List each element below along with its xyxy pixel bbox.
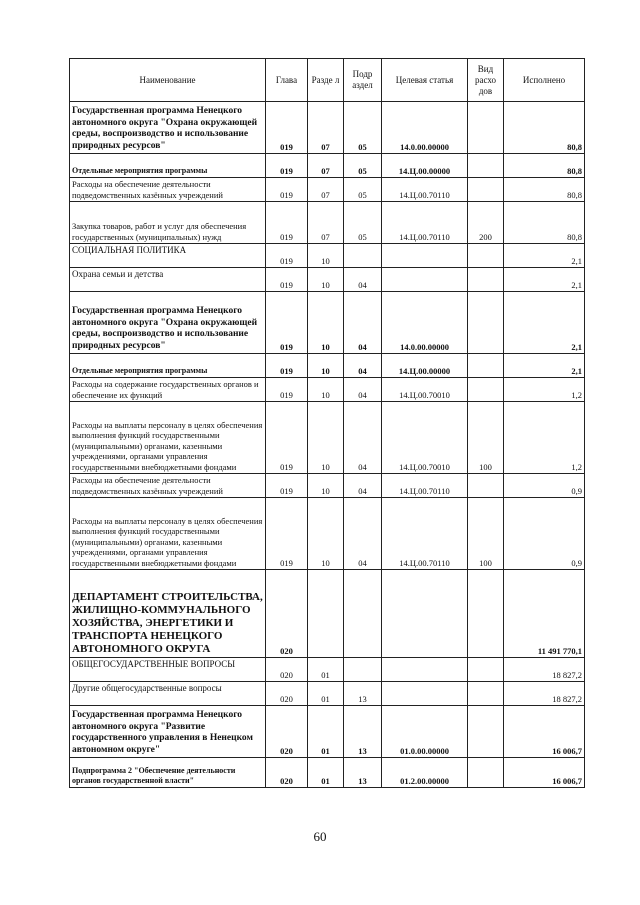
table-row — [70, 498, 585, 570]
row-vid — [468, 706, 504, 758]
row-stat — [382, 658, 468, 682]
row-vid: 100 — [468, 498, 504, 570]
row-name: Расходы на обеспечение деятельности подведомственных казённых учреждений — [70, 474, 266, 498]
table-body — [70, 102, 585, 788]
row-vid — [468, 658, 504, 682]
row-sum: 16 006,7 — [504, 758, 585, 788]
row-vid — [468, 378, 504, 402]
row-name: Расходы на обеспечение деятельности подведомственных казённых учреждений — [70, 178, 266, 202]
table-row — [70, 354, 585, 378]
row-sum: 80,8 — [504, 102, 585, 154]
row-podrazdel — [344, 570, 382, 658]
row-vid — [468, 154, 504, 178]
table-row — [70, 658, 585, 682]
header-stat: Целевая статья — [382, 59, 468, 102]
row-name: Государственная программа Ненецкого автономного округа "Развитие государственного управления в Ненецком автономном округе" — [70, 706, 266, 758]
row-name: Отдельные мероприятия программы — [70, 354, 266, 378]
row-podrazdel: 13 — [344, 758, 382, 788]
header-name: Наименование — [70, 59, 266, 102]
row-sum: 18 827,2 — [504, 658, 585, 682]
table-row — [70, 682, 585, 706]
row-sum: 2,1 — [504, 244, 585, 268]
table-row — [70, 474, 585, 498]
row-vid — [468, 682, 504, 706]
row-glava: 020 — [266, 682, 308, 706]
row-sum: 1,2 — [504, 402, 585, 474]
budget-table — [69, 58, 585, 788]
row-stat — [382, 268, 468, 292]
table-row — [70, 268, 585, 292]
row-name: Другие общегосударственные вопросы — [70, 682, 266, 706]
row-name: Государственная программа Ненецкого автономного округа "Охрана окружающей среды, воспроизводство и использование природных ресурсов" — [70, 292, 266, 354]
row-sum: 0,9 — [504, 498, 585, 570]
row-vid — [468, 292, 504, 354]
row-stat — [382, 682, 468, 706]
row-name: ДЕПАРТАМЕНТ СТРОИТЕЛЬСТВА, ЖИЛИЩНО-КОММУНАЛЬНОГО ХОЗЯЙСТВА, ЭНЕРГЕТИКИ И ТРАНСПОРТА НЕНЕЦКОГО АВТОНОМНОГО ОКРУГА — [70, 570, 266, 658]
row-podrazdel: 04 — [344, 498, 382, 570]
row-razdel: 10 — [308, 268, 344, 292]
row-name: Закупка товаров, работ и услуг для обеспечения государственных (муниципальных) нужд — [70, 202, 266, 244]
row-podrazdel: 04 — [344, 402, 382, 474]
row-razdel: 10 — [308, 402, 344, 474]
table-row — [70, 292, 585, 354]
row-podrazdel: 04 — [344, 378, 382, 402]
row-name: Отдельные мероприятия программы — [70, 154, 266, 178]
row-stat: 01.2.00.00000 — [382, 758, 468, 788]
row-name: СОЦИАЛЬНАЯ ПОЛИТИКА — [70, 244, 266, 268]
row-glava: 019 — [266, 102, 308, 154]
row-sum: 1,2 — [504, 378, 585, 402]
row-razdel — [308, 570, 344, 658]
row-glava: 019 — [266, 402, 308, 474]
header-ispolneno: Исполнено — [504, 59, 585, 102]
row-glava: 020 — [266, 570, 308, 658]
row-sum: 11 491 770,1 — [504, 570, 585, 658]
row-name: Подпрограмма 2 "Обеспечение деятельности органов государственной власти" — [70, 758, 266, 788]
row-vid — [468, 102, 504, 154]
row-name: Расходы на выплаты персоналу в целях обеспечения выполнения функций государственными (муниципальными) органами, казенными учреждениями, органами управления государственными внебюджетными фондами — [70, 402, 266, 474]
row-razdel: 10 — [308, 354, 344, 378]
row-podrazdel: 04 — [344, 354, 382, 378]
row-name: Государственная программа Ненецкого автономного округа "Охрана окружающей среды, воспроизводство и использование природных ресурсов" — [70, 102, 266, 154]
table-row — [70, 102, 585, 154]
row-stat: 14.0.00.00000 — [382, 102, 468, 154]
row-sum: 80,8 — [504, 154, 585, 178]
row-stat: 14.Ц.00.70110 — [382, 202, 468, 244]
row-razdel: 10 — [308, 292, 344, 354]
row-razdel: 07 — [308, 154, 344, 178]
row-vid — [468, 474, 504, 498]
row-podrazdel: 04 — [344, 292, 382, 354]
row-razdel: 07 — [308, 102, 344, 154]
header-podrazdel: Подр аздел — [344, 59, 382, 102]
row-razdel: 01 — [308, 658, 344, 682]
row-name: ОБЩЕГОСУДАРСТВЕННЫЕ ВОПРОСЫ — [70, 658, 266, 682]
table-header-row — [70, 59, 585, 102]
row-stat — [382, 244, 468, 268]
row-stat: 14.Ц.00.70110 — [382, 498, 468, 570]
table-row — [70, 706, 585, 758]
row-stat: 14.Ц.00.00000 — [382, 154, 468, 178]
row-name: Охрана семьи и детства — [70, 268, 266, 292]
header-razdel: Разде л — [308, 59, 344, 102]
row-podrazdel: 13 — [344, 706, 382, 758]
row-vid — [468, 570, 504, 658]
table-row — [70, 758, 585, 788]
row-podrazdel: 13 — [344, 682, 382, 706]
row-razdel: 01 — [308, 758, 344, 788]
row-vid — [468, 758, 504, 788]
row-vid: 200 — [468, 202, 504, 244]
row-podrazdel: 05 — [344, 202, 382, 244]
row-glava: 019 — [266, 202, 308, 244]
table-row — [70, 154, 585, 178]
row-vid — [468, 244, 504, 268]
row-sum: 16 006,7 — [504, 706, 585, 758]
row-glava: 020 — [266, 706, 308, 758]
row-name: Расходы на содержание государственных органов и обеспечение их функций — [70, 378, 266, 402]
row-vid — [468, 354, 504, 378]
table-row — [70, 178, 585, 202]
row-razdel: 10 — [308, 498, 344, 570]
row-stat: 14.Ц.00.00000 — [382, 354, 468, 378]
row-glava: 020 — [266, 758, 308, 788]
row-glava: 019 — [266, 292, 308, 354]
table-row — [70, 244, 585, 268]
row-name: Расходы на выплаты персоналу в целях обеспечения выполнения функций государственными (муниципальными) органами, казенными учреждениями, органами управления государственными внебюджетными фондами — [70, 498, 266, 570]
row-razdel: 10 — [308, 378, 344, 402]
row-razdel: 10 — [308, 474, 344, 498]
table-row — [70, 402, 585, 474]
row-razdel: 01 — [308, 706, 344, 758]
table-row — [70, 570, 585, 658]
row-sum: 80,8 — [504, 178, 585, 202]
row-vid: 100 — [468, 402, 504, 474]
row-sum: 2,1 — [504, 268, 585, 292]
row-stat — [382, 570, 468, 658]
row-razdel: 07 — [308, 178, 344, 202]
row-stat: 14.Ц.00.70010 — [382, 378, 468, 402]
table-row — [70, 378, 585, 402]
table-row — [70, 202, 585, 244]
row-stat: 14.0.00.00000 — [382, 292, 468, 354]
row-sum: 80,8 — [504, 202, 585, 244]
row-podrazdel: 05 — [344, 102, 382, 154]
row-glava: 019 — [266, 244, 308, 268]
row-sum: 2,1 — [504, 354, 585, 378]
row-razdel: 07 — [308, 202, 344, 244]
row-razdel: 10 — [308, 244, 344, 268]
row-sum: 0,9 — [504, 474, 585, 498]
row-podrazdel — [344, 244, 382, 268]
row-sum: 18 827,2 — [504, 682, 585, 706]
row-podrazdel: 05 — [344, 178, 382, 202]
row-glava: 019 — [266, 498, 308, 570]
page-number: 60 — [313, 829, 327, 844]
row-stat: 01.0.00.00000 — [382, 706, 468, 758]
row-stat: 14.Ц.00.70010 — [382, 402, 468, 474]
row-glava: 019 — [266, 154, 308, 178]
row-podrazdel: 04 — [344, 474, 382, 498]
header-vid: Вид расхо дов — [468, 59, 504, 102]
row-vid — [468, 178, 504, 202]
row-podrazdel — [344, 658, 382, 682]
row-sum: 2,1 — [504, 292, 585, 354]
row-glava: 019 — [266, 178, 308, 202]
row-razdel: 01 — [308, 682, 344, 706]
header-glava: Глава — [266, 59, 308, 102]
row-glava: 019 — [266, 268, 308, 292]
row-glava: 019 — [266, 474, 308, 498]
row-glava: 019 — [266, 378, 308, 402]
row-stat: 14.Ц.00.70110 — [382, 474, 468, 498]
row-stat: 14.Ц.00.70110 — [382, 178, 468, 202]
row-glava: 020 — [266, 658, 308, 682]
row-podrazdel: 05 — [344, 154, 382, 178]
row-vid — [468, 268, 504, 292]
row-glava: 019 — [266, 354, 308, 378]
row-podrazdel: 04 — [344, 268, 382, 292]
